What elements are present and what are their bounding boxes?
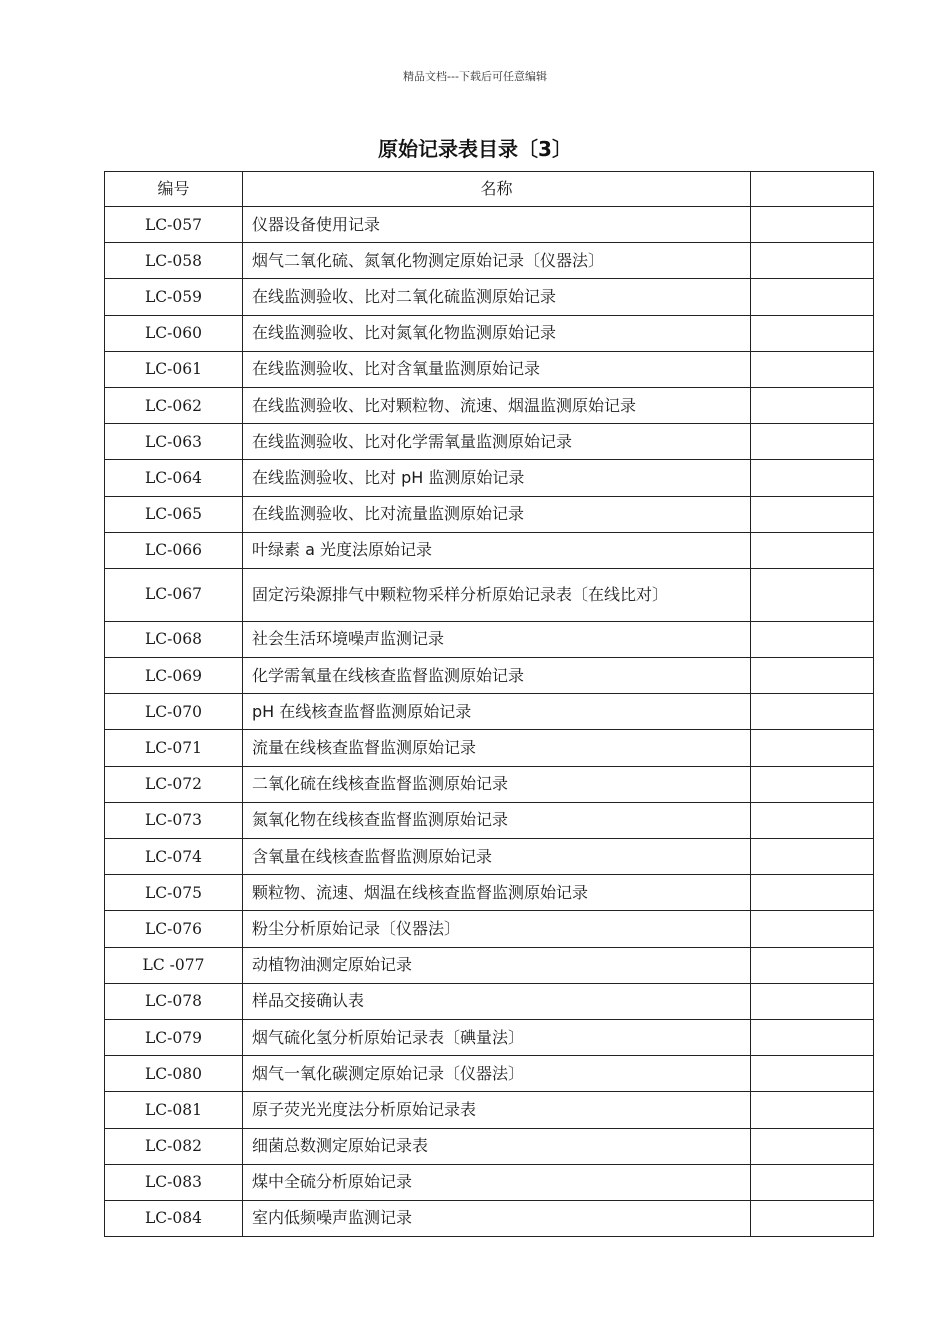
table-row xyxy=(105,243,874,279)
table-body xyxy=(105,207,874,1237)
record-code-cell: LC-076 xyxy=(105,911,243,947)
record-name-cell: 在线监测验收、比对流量监测原始记录 xyxy=(243,496,751,532)
record-extra-cell xyxy=(751,315,874,351)
record-extra-cell xyxy=(751,947,874,983)
record-extra-cell xyxy=(751,766,874,802)
table-row xyxy=(105,532,874,568)
record-extra-cell xyxy=(751,387,874,423)
record-extra-cell xyxy=(751,568,874,621)
record-name-cell: 在线监测验收、比对含氧量监测原始记录 xyxy=(243,351,751,387)
table-row xyxy=(105,424,874,460)
record-code-cell: LC-078 xyxy=(105,983,243,1019)
record-name-cell: 含氧量在线核查监督监测原始记录 xyxy=(243,839,751,875)
record-name-cell: 在线监测验收、比对 pH 监测原始记录 xyxy=(243,460,751,496)
record-extra-cell xyxy=(751,243,874,279)
record-code-cell: LC-084 xyxy=(105,1200,243,1236)
record-extra-cell xyxy=(751,424,874,460)
table-row xyxy=(105,947,874,983)
record-extra-cell xyxy=(751,532,874,568)
record-code-cell: LC-070 xyxy=(105,694,243,730)
record-extra-cell xyxy=(751,658,874,694)
record-name-cell: 化学需氧量在线核查监督监测原始记录 xyxy=(243,658,751,694)
table-row xyxy=(105,460,874,496)
table-row xyxy=(105,568,874,621)
table-row xyxy=(105,1019,874,1055)
table-row xyxy=(105,1092,874,1128)
record-code-cell: LC-058 xyxy=(105,243,243,279)
record-name-cell: 固定污染源排气中颗粒物采样分析原始记录表〔在线比对〕 xyxy=(243,568,751,621)
table-row xyxy=(105,387,874,423)
column-header-extra xyxy=(751,172,874,207)
column-header-code: 编号 xyxy=(105,172,243,207)
column-header-name: 名称 xyxy=(243,172,751,207)
record-name-cell: 颗粒物、流速、烟温在线核查监督监测原始记录 xyxy=(243,875,751,911)
record-code-cell: LC-069 xyxy=(105,658,243,694)
record-extra-cell xyxy=(751,460,874,496)
record-name-cell: 流量在线核查监督监测原始记录 xyxy=(243,730,751,766)
table-row xyxy=(105,496,874,532)
table-row xyxy=(105,658,874,694)
record-code-cell: LC-061 xyxy=(105,351,243,387)
record-name-cell: 在线监测验收、比对化学需氧量监测原始记录 xyxy=(243,424,751,460)
record-code-cell: LC-063 xyxy=(105,424,243,460)
record-extra-cell xyxy=(751,1200,874,1236)
record-code-cell: LC-081 xyxy=(105,1092,243,1128)
table-row xyxy=(105,911,874,947)
record-extra-cell xyxy=(751,839,874,875)
record-name-cell: 煤中全硫分析原始记录 xyxy=(243,1164,751,1200)
record-extra-cell xyxy=(751,1019,874,1055)
record-extra-cell xyxy=(751,802,874,838)
record-name-cell: 样品交接确认表 xyxy=(243,983,751,1019)
record-code-cell: LC-057 xyxy=(105,207,243,243)
record-name-cell: 叶绿素 a 光度法原始记录 xyxy=(243,532,751,568)
page-header-note: 精品文档---下载后可任意编辑 xyxy=(403,70,547,83)
record-code-cell: LC-075 xyxy=(105,875,243,911)
table-row xyxy=(105,730,874,766)
record-extra-cell xyxy=(751,911,874,947)
record-name-cell: 社会生活环境噪声监测记录 xyxy=(243,621,751,657)
record-name-cell: 烟气硫化氢分析原始记录表〔碘量法〕 xyxy=(243,1019,751,1055)
record-extra-cell xyxy=(751,875,874,911)
record-code-cell: LC-062 xyxy=(105,387,243,423)
record-code-cell: LC-079 xyxy=(105,1019,243,1055)
record-code-cell: LC-082 xyxy=(105,1128,243,1164)
record-extra-cell xyxy=(751,1056,874,1092)
table-row xyxy=(105,315,874,351)
table-row xyxy=(105,621,874,657)
table-row xyxy=(105,802,874,838)
record-name-cell: 烟气一氧化碳测定原始记录〔仪器法〕 xyxy=(243,1056,751,1092)
record-code-cell: LC-066 xyxy=(105,532,243,568)
record-code-cell: LC-065 xyxy=(105,496,243,532)
record-extra-cell xyxy=(751,730,874,766)
record-name-cell: 细菌总数测定原始记录表 xyxy=(243,1128,751,1164)
record-code-cell: LC-073 xyxy=(105,802,243,838)
record-code-cell: LC-068 xyxy=(105,621,243,657)
record-code-cell: LC-072 xyxy=(105,766,243,802)
record-name-cell: 在线监测验收、比对二氧化硫监测原始记录 xyxy=(243,279,751,315)
record-extra-cell xyxy=(751,1128,874,1164)
record-code-cell: LC-060 xyxy=(105,315,243,351)
record-extra-cell xyxy=(751,496,874,532)
record-name-cell: 原子荧光光度法分析原始记录表 xyxy=(243,1092,751,1128)
table-row xyxy=(105,279,874,315)
table-row xyxy=(105,1164,874,1200)
table-row xyxy=(105,1128,874,1164)
record-name-cell: 在线监测验收、比对颗粒物、流速、烟温监测原始记录 xyxy=(243,387,751,423)
record-name-cell: 仪器设备使用记录 xyxy=(243,207,751,243)
record-extra-cell xyxy=(751,351,874,387)
document-title: 原始记录表目录〔3〕 xyxy=(378,137,572,161)
record-extra-cell xyxy=(751,1092,874,1128)
record-code-cell: LC-059 xyxy=(105,279,243,315)
record-extra-cell xyxy=(751,694,874,730)
record-name-cell: 烟气二氧化硫、氮氧化物测定原始记录〔仪器法〕 xyxy=(243,243,751,279)
record-code-cell: LC -077 xyxy=(105,947,243,983)
record-code-cell: LC-083 xyxy=(105,1164,243,1200)
table-row xyxy=(105,1056,874,1092)
record-extra-cell xyxy=(751,621,874,657)
record-name-cell: 动植物油测定原始记录 xyxy=(243,947,751,983)
record-code-cell: LC-080 xyxy=(105,1056,243,1092)
record-extra-cell xyxy=(751,983,874,1019)
record-code-cell: LC-071 xyxy=(105,730,243,766)
table-row xyxy=(105,207,874,243)
record-catalog-table xyxy=(104,171,874,1237)
record-name-cell: 二氧化硫在线核查监督监测原始记录 xyxy=(243,766,751,802)
record-code-cell: LC-064 xyxy=(105,460,243,496)
table-row xyxy=(105,839,874,875)
record-extra-cell xyxy=(751,279,874,315)
record-extra-cell xyxy=(751,207,874,243)
record-code-cell: LC-067 xyxy=(105,568,243,621)
table-row xyxy=(105,983,874,1019)
record-code-cell: LC-074 xyxy=(105,839,243,875)
record-name-cell: 在线监测验收、比对氮氧化物监测原始记录 xyxy=(243,315,751,351)
table-row xyxy=(105,694,874,730)
table-header-row xyxy=(105,172,874,207)
record-name-cell: 氮氧化物在线核查监督监测原始记录 xyxy=(243,802,751,838)
table-row xyxy=(105,766,874,802)
table-row xyxy=(105,351,874,387)
record-name-cell: pH 在线核查监督监测原始记录 xyxy=(243,694,751,730)
record-extra-cell xyxy=(751,1164,874,1200)
table-row xyxy=(105,1200,874,1236)
record-name-cell: 室内低频噪声监测记录 xyxy=(243,1200,751,1236)
table-row xyxy=(105,875,874,911)
record-name-cell: 粉尘分析原始记录〔仪器法〕 xyxy=(243,911,751,947)
